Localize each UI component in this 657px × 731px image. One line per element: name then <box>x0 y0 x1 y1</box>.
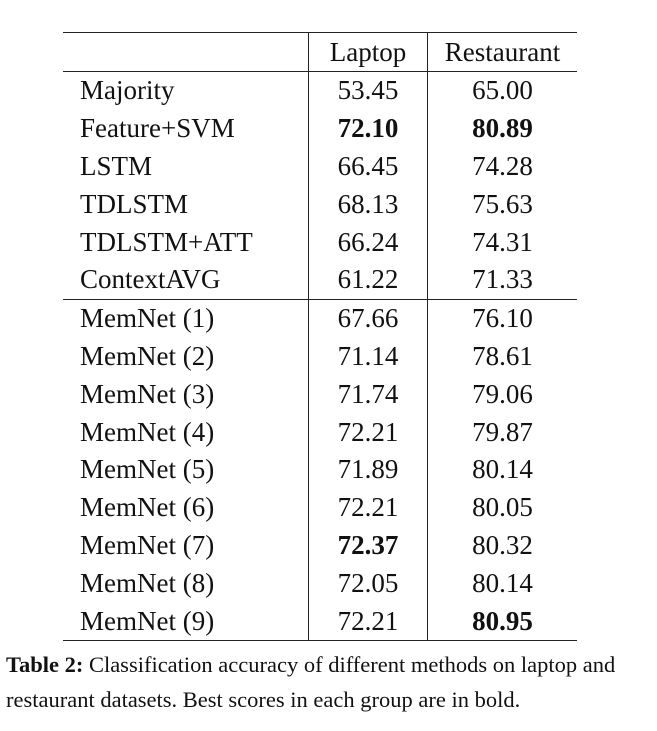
restaurant-score-cell: 79.06 <box>472 378 533 409</box>
method-name-cell: TDLSTM <box>80 188 188 219</box>
laptop-score-cell: 61.22 <box>309 261 428 299</box>
restaurant-score-cell: 75.63 <box>472 188 533 219</box>
memnet-group <box>63 299 577 640</box>
laptop-score-cell: 71.74 <box>309 375 428 413</box>
baselines-group <box>63 72 577 300</box>
restaurant-score-cell: 79.87 <box>472 416 533 447</box>
table-row <box>63 564 577 602</box>
method-name-cell: MemNet (6) <box>80 492 215 523</box>
method-name-cell: MemNet (8) <box>80 567 215 598</box>
laptop-score-cell: 71.14 <box>309 338 428 376</box>
table-row <box>63 110 577 148</box>
restaurant-score-cell: 78.61 <box>472 340 533 371</box>
method-name-cell: MemNet (1) <box>63 299 309 337</box>
table-row <box>63 299 577 337</box>
table-row <box>63 223 577 261</box>
table-row <box>63 451 577 489</box>
restaurant-score-cell: 65.00 <box>472 75 533 106</box>
table-row <box>63 185 577 223</box>
method-name-cell: Majority <box>80 75 175 106</box>
method-name-cell: TDLSTM+ATT <box>80 226 253 257</box>
table-header <box>63 33 577 72</box>
laptop-score-cell: 72.37 <box>309 527 428 565</box>
method-name-cell: MemNet (7) <box>80 529 215 560</box>
restaurant-score-cell: 80.32 <box>472 529 533 560</box>
laptop-score-cell: 72.21 <box>309 413 428 451</box>
restaurant-score-cell: 80.05 <box>472 492 533 523</box>
method-name-cell: LSTM <box>80 150 153 181</box>
laptop-score-cell: 66.24 <box>309 223 428 261</box>
method-name-cell: ContextAVG <box>80 264 221 295</box>
table-row <box>63 261 577 299</box>
header-method <box>63 33 309 72</box>
header-laptop: Laptop <box>309 33 428 72</box>
caption-label: Table 2: <box>6 652 84 677</box>
restaurant-score-cell: 80.89 <box>472 113 533 144</box>
laptop-score-cell: 68.13 <box>309 185 428 223</box>
table-row <box>63 489 577 527</box>
restaurant-score-cell: 80.95 <box>428 602 578 640</box>
method-name-cell: MemNet (2) <box>80 340 215 371</box>
table-row <box>63 338 577 376</box>
method-name-cell: MemNet (3) <box>80 378 215 409</box>
method-name-cell: MemNet (4) <box>80 416 215 447</box>
restaurant-score-cell: 80.14 <box>472 567 533 598</box>
method-name-cell: MemNet (9) <box>63 602 309 640</box>
table-caption <box>6 647 651 717</box>
table-row <box>63 413 577 451</box>
method-name-cell: Feature+SVM <box>80 113 235 144</box>
restaurant-score-cell: 76.10 <box>428 299 578 337</box>
restaurant-score-cell: 71.33 <box>472 264 533 295</box>
restaurant-score-cell: 80.14 <box>472 454 533 485</box>
header-restaurant: Restaurant <box>428 33 578 72</box>
results-table <box>63 32 577 641</box>
laptop-score-cell: 72.21 <box>309 489 428 527</box>
table-row <box>63 527 577 565</box>
table-row <box>63 72 577 110</box>
table-row <box>63 148 577 186</box>
laptop-score-cell: 72.10 <box>309 110 428 148</box>
restaurant-score-cell: 74.31 <box>472 226 533 257</box>
header-row <box>63 33 577 72</box>
table-row <box>63 375 577 413</box>
laptop-score-cell: 71.89 <box>309 451 428 489</box>
laptop-score-cell: 53.45 <box>309 72 428 110</box>
restaurant-score-cell: 74.28 <box>472 150 533 181</box>
caption-text: Classification accuracy of different methods on laptop and restaurant datasets. Best scores in each group are in bold. <box>6 652 616 712</box>
laptop-score-cell: 72.21 <box>309 602 428 640</box>
table-row <box>63 602 577 640</box>
laptop-score-cell: 72.05 <box>309 564 428 602</box>
laptop-score-cell: 67.66 <box>309 299 428 337</box>
method-name-cell: MemNet (5) <box>80 454 215 485</box>
laptop-score-cell: 66.45 <box>309 148 428 186</box>
